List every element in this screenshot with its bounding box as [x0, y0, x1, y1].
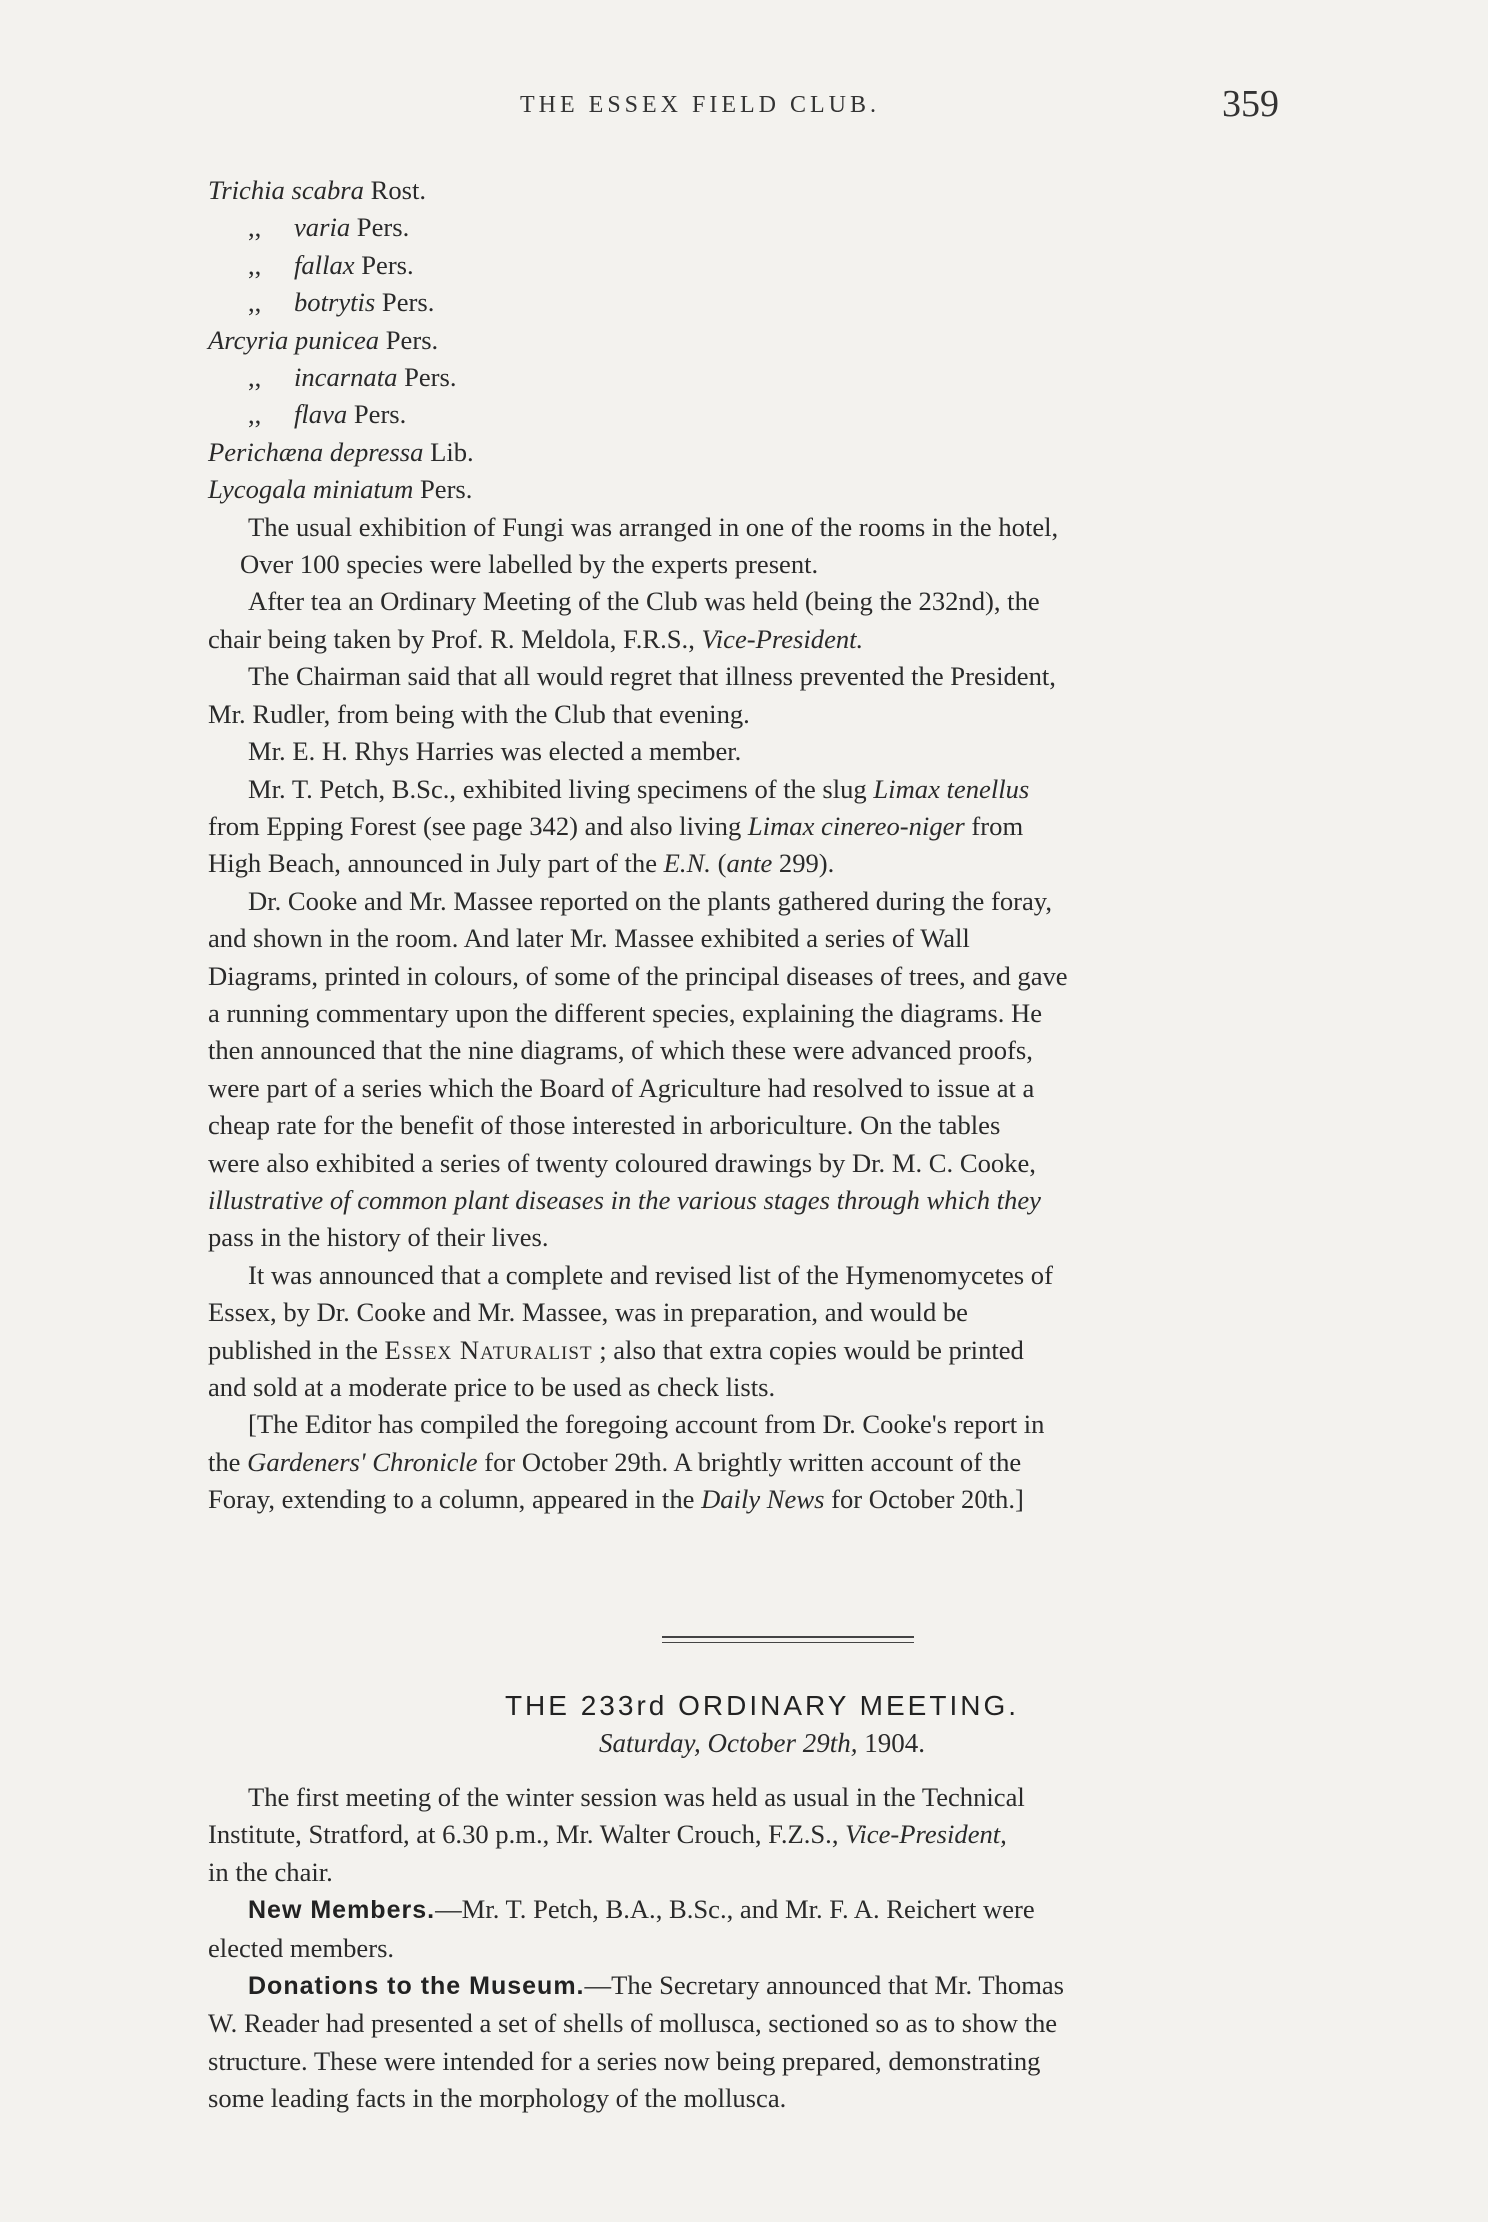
species-entry	[208, 471, 1316, 508]
text-run: Foray, extending to a column, appeared in the	[208, 1484, 702, 1515]
ditto-mark: ,,	[248, 287, 262, 318]
meeting-section	[208, 1690, 1316, 2118]
text-line: Mr. E. H. Rhys Harries was elected a member.	[248, 736, 742, 767]
text-line	[248, 771, 1316, 808]
species: punicea	[294, 324, 380, 355]
species-list	[208, 172, 1316, 509]
text-line: The Chairman said that all would regret that illness prevented the President,	[248, 661, 1056, 692]
text-line: Dr. Cooke and Mr. Massee reported on the plants gathered during the foray,	[248, 885, 1052, 916]
text-line: some leading facts in the morphology of the mollusca.	[208, 2083, 787, 2114]
text-line	[208, 845, 1316, 882]
text-line	[248, 1967, 1316, 2005]
text-run: Limax tenellus	[873, 773, 1030, 804]
text-line	[208, 1444, 1316, 1481]
text-line: Essex, by Dr. Cooke and Mr. Massee, was in preparation, and would be	[208, 1297, 968, 1328]
text-line: W. Reader had presented a set of shells of mollusca, sectioned so as to show the	[208, 2008, 1058, 2039]
section-lead: Donations to the Museum.	[248, 1972, 585, 2001]
text-line: and sold at a moderate price to be used as check lists.	[208, 1372, 776, 1402]
paragraph-hymenomycetes	[208, 1257, 1316, 1407]
text-run: Gardeners' Chronicle	[247, 1446, 478, 1477]
text-line: After tea an Ordinary Meeting of the Club was held (being the 232nd), the	[248, 586, 1040, 617]
text-run: Essex Naturalist	[384, 1334, 593, 1365]
paragraph-chairman	[208, 658, 1316, 733]
species: fallax	[294, 249, 355, 280]
species: miniatum	[312, 474, 414, 505]
species-entry	[208, 209, 1316, 246]
page-number: 359	[1222, 83, 1279, 125]
text-line: cheap rate for the benefit of those interested in arboriculture. On the tables	[208, 1110, 1001, 1141]
text-line: in the chair.	[208, 1856, 333, 1887]
text-line	[208, 1332, 1316, 1369]
text-line	[208, 621, 1316, 658]
text-line: a running commentary upon the different species, explaining the diagrams. He	[208, 997, 1043, 1028]
text-run: —The Secretary announced that Mr. Thomas	[584, 1970, 1065, 2001]
text-line: [The Editor has compiled the foregoing account from Dr. Cooke's report in	[248, 1409, 1045, 1440]
species-entry	[208, 359, 1316, 396]
ditto-mark: ,,	[248, 212, 262, 243]
text-line: structure. These were intended for a series now being prepared, demonstrating	[208, 2045, 1041, 2076]
running-head	[0, 83, 1488, 128]
genus: Perichæna	[208, 436, 324, 467]
genus: Arcyria	[208, 324, 289, 355]
species-entry	[208, 322, 1316, 359]
text-line	[248, 1891, 1316, 1929]
species: varia	[294, 212, 351, 243]
text-run: the	[208, 1446, 248, 1477]
text-line: It was announced that a complete and revised list of the Hymenomycetes of	[248, 1259, 1053, 1290]
text-line: were also exhibited a series of twenty coloured drawings by Dr. M. C. Cooke,	[208, 1147, 1036, 1178]
ditto-mark: ,,	[248, 399, 262, 430]
authority: Pers.	[419, 474, 473, 505]
text-run: published in the	[208, 1334, 385, 1365]
species: botrytis	[294, 287, 376, 318]
text-run: Mr. T. Petch, B.Sc., exhibited living specimens of the slug	[248, 773, 874, 804]
authority: Rost.	[370, 175, 426, 205]
text-line	[208, 1481, 1316, 1518]
section-lead: New Members.	[248, 1896, 436, 1925]
text-run: from Epping Forest (see page 342) and also living	[208, 810, 748, 841]
text-line: and shown in the room. And later Mr. Massee exhibited a series of Wall	[208, 923, 970, 954]
paragraph-new-member	[208, 733, 1316, 770]
text-line: The first meeting of the winter session was held as usual in the Technical	[248, 1782, 1025, 1812]
species-entry	[208, 247, 1316, 284]
genus: Lycogala	[208, 474, 307, 505]
text-run: Daily News	[701, 1484, 825, 1515]
species: incarnata	[294, 362, 398, 393]
genus: Trichia	[208, 175, 285, 205]
species-entry	[208, 434, 1316, 471]
species-entry	[208, 172, 1316, 209]
text-run: (	[710, 848, 727, 879]
text-line: elected members.	[208, 1932, 395, 1963]
authority: Pers.	[404, 362, 457, 393]
text-line: Over 100 species were labelled by the experts present.	[240, 549, 819, 580]
text-run: Vice-President,	[845, 1819, 1007, 1850]
text-run: for October 20th.]	[824, 1484, 1024, 1515]
species-entry	[208, 284, 1316, 321]
text-run: High Beach, announced in July part of the	[208, 848, 664, 879]
authority: Lib.	[430, 436, 474, 467]
text-run: Limax cinereo-niger	[747, 810, 965, 841]
text-line: were part of a series which the Board of Agriculture had resolved to issue at a	[208, 1072, 1035, 1103]
text-line	[208, 1816, 1316, 1853]
text-line: Diagrams, printed in colours, of some of the principal diseases of trees, and gave	[208, 960, 1068, 991]
text-line	[208, 808, 1316, 845]
text-line: pass in the history of their lives.	[208, 1222, 549, 1253]
text-line: Mr. Rudler, from being with the Club that evening.	[208, 698, 750, 729]
ditto-mark: ,,	[248, 362, 262, 393]
text-run: Saturday, October 29th,	[599, 1728, 858, 1758]
text-run: Institute, Stratford, at 6.30 p.m., Mr. Walter Crouch, F.Z.S.,	[208, 1819, 846, 1850]
text-run: ante	[726, 848, 773, 879]
authority: Pers.	[381, 287, 435, 318]
text-run: Vice-President.	[701, 623, 864, 654]
authority: Pers.	[361, 249, 414, 280]
divider-line	[662, 1636, 914, 1638]
species-entry	[208, 396, 1316, 433]
text-run: —Mr. T. Petch, B.A., B.Sc., and Mr. F. A. Reichert were	[435, 1894, 1035, 1925]
species: scabra	[291, 175, 364, 205]
meeting-heading: THE 233rd ORDINARY MEETING.	[504, 1690, 1020, 1721]
paragraph-cooke-massee	[208, 883, 1316, 1257]
text-run: 299).	[772, 848, 835, 879]
species: flava	[294, 399, 348, 430]
text-run: 1904.	[857, 1728, 925, 1758]
running-title: THE ESSEX FIELD CLUB.	[520, 92, 880, 118]
text-line: then announced that the nine diagrams, of which these were advanced proofs,	[208, 1035, 1033, 1066]
text-run: E.N.	[663, 848, 711, 879]
text-run: ; also that extra copies would be printed	[592, 1334, 1024, 1365]
text-line: illustrative of common plant diseases in the various stages through which they	[208, 1184, 1041, 1215]
text-run: chair being taken by Prof. R. Meldola, F.R.S.,	[208, 623, 702, 654]
species: depressa	[329, 436, 424, 467]
paragraph-ordinary-meeting	[208, 583, 1316, 658]
divider-line	[662, 1642, 914, 1643]
body-text	[208, 172, 1316, 1519]
authority: Pers.	[385, 324, 439, 355]
paragraph-petch-exhibit	[208, 771, 1316, 883]
text-run: for October 29th. A brightly written account of the	[477, 1446, 1022, 1477]
meeting-date	[208, 1728, 1316, 1759]
paragraph-fungi-exhibition	[208, 509, 1316, 584]
authority: Pers.	[356, 212, 410, 243]
text-line: The usual exhibition of Fungi was arranged in one of the rooms in the hotel,	[248, 511, 1059, 542]
paragraph-editor-note	[208, 1406, 1316, 1518]
text-run: from	[964, 810, 1024, 841]
authority: Pers.	[353, 399, 407, 430]
meeting-body	[208, 1779, 1316, 2118]
ditto-mark: ,,	[248, 249, 262, 280]
